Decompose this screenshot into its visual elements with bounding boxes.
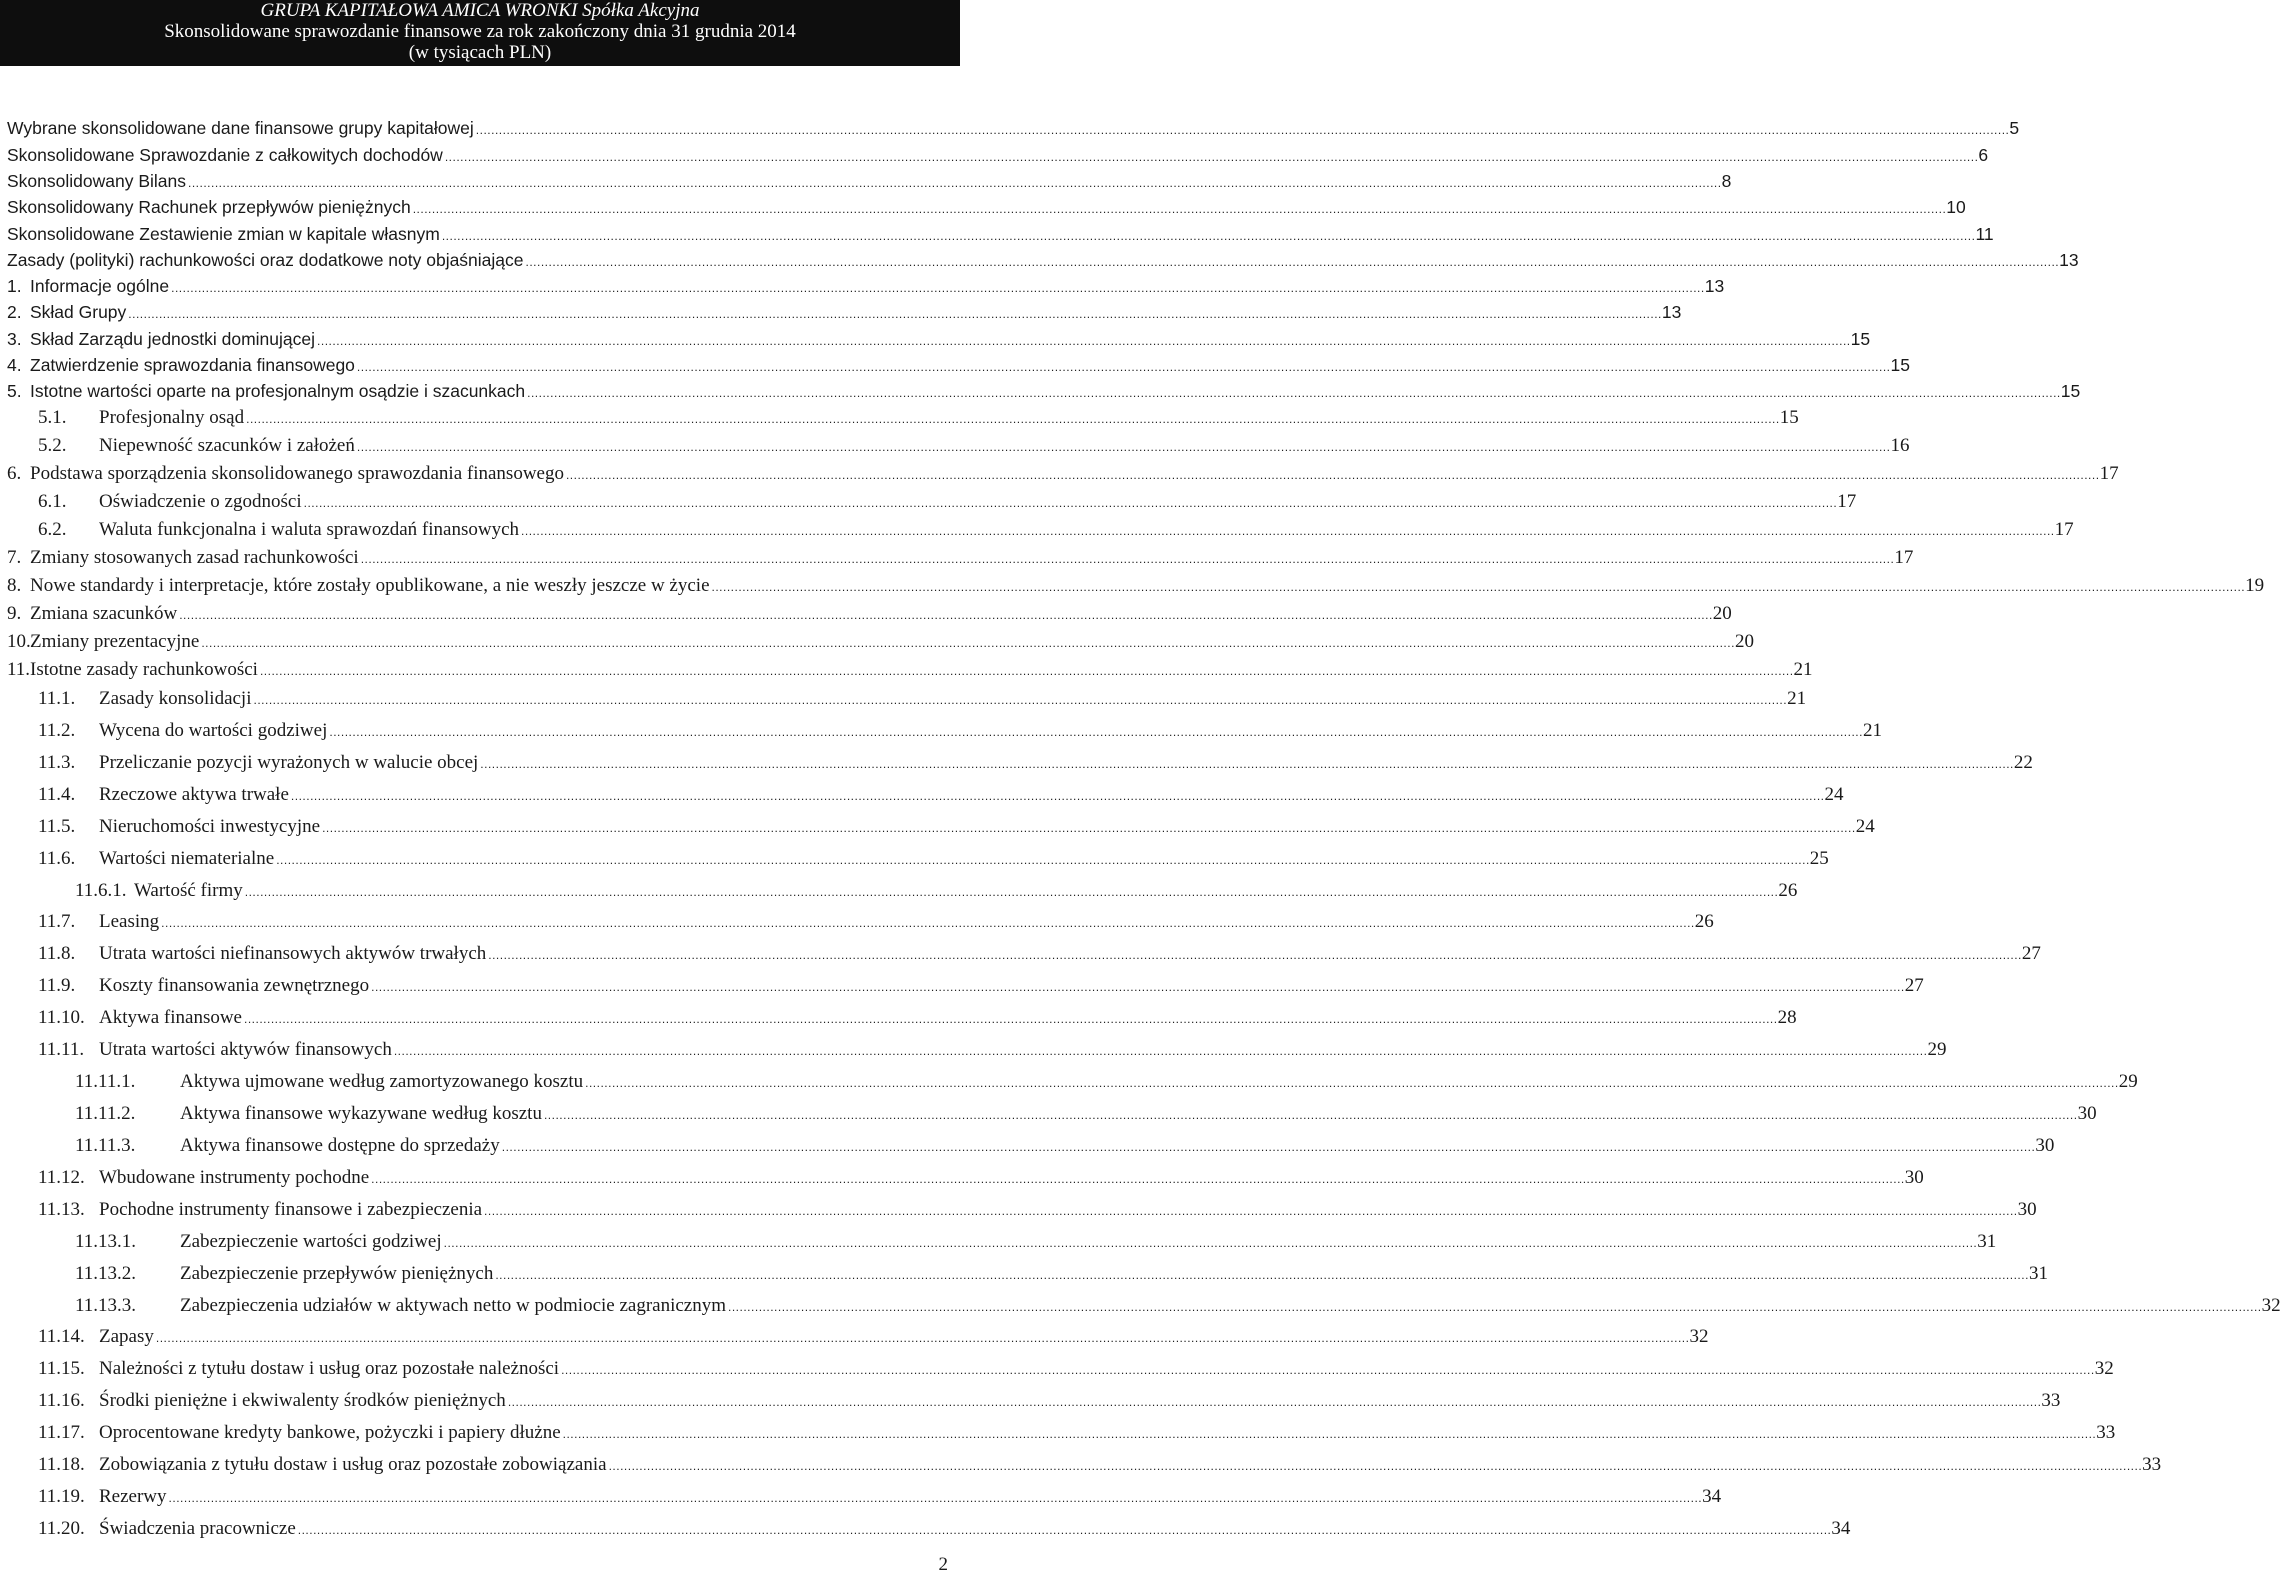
dot-leader: ................................................................................................................................................................................................................................................................................................................................................................................................................ bbox=[507, 1395, 2042, 1409]
toc-entry-title: Skonsolidowane Sprawozdanie z całkowitych dochodów bbox=[7, 145, 443, 165]
toc-entry-title: Wycena do wartości godziwej bbox=[99, 720, 328, 741]
dot-leader: ................................................................................................................................................................................................................................................................................................................................................................................................................ bbox=[179, 608, 1713, 622]
toc-entry-page: 11 bbox=[1975, 224, 1994, 244]
dot-leader: ................................................................................................................................................................................................................................................................................................................................................................................................................ bbox=[356, 360, 1891, 374]
toc-entry[interactable] bbox=[0, 224, 1994, 250]
toc-entry-title: Zobowiązania z tytułu dostaw i usług oraz pozostałe zobowiązania bbox=[99, 1454, 607, 1475]
toc-entry-title: Aktywa finansowe dostępne do sprzedaży bbox=[180, 1135, 500, 1156]
toc-entry[interactable] bbox=[0, 145, 1989, 171]
toc-entry-number: 11.10. bbox=[38, 1007, 85, 1028]
toc-entry-page: 24 bbox=[1855, 816, 1875, 837]
toc-entry[interactable] bbox=[0, 1135, 2055, 1161]
toc-entry-title: Zasady konsolidacji bbox=[99, 688, 252, 709]
dot-leader: ................................................................................................................................................................................................................................................................................................................................................................................................................ bbox=[371, 980, 1905, 994]
toc-entry-page: 33 bbox=[2096, 1422, 2116, 1443]
toc-entry-title: Skonsolidowany Bilans bbox=[7, 171, 186, 191]
dot-leader: ................................................................................................................................................................................................................................................................................................................................................................................................................ bbox=[297, 1523, 1832, 1537]
toc-entry[interactable] bbox=[0, 1007, 1797, 1033]
toc-entry[interactable] bbox=[0, 118, 2020, 144]
toc-entry[interactable] bbox=[0, 1326, 1709, 1352]
toc-entry[interactable] bbox=[0, 1358, 2114, 1384]
toc-entry[interactable] bbox=[0, 171, 1732, 197]
toc-entry-page: 31 bbox=[2028, 1263, 2048, 1284]
toc-entry-page: 31 bbox=[1977, 1231, 1997, 1252]
toc-entry[interactable] bbox=[0, 1454, 2162, 1480]
toc-entry-number: 6.2. bbox=[38, 519, 67, 540]
units-note: (w tysiącach PLN) bbox=[408, 42, 552, 63]
page-number: 2 bbox=[938, 1554, 948, 1575]
toc-entry[interactable] bbox=[0, 1103, 2097, 1129]
dot-leader: ................................................................................................................................................................................................................................................................................................................................................................................................................ bbox=[188, 176, 1722, 190]
toc-entry-title: Skład Zarządu jednostki dominującej bbox=[30, 329, 316, 349]
toc-entry-title: Pochodne instrumenty finansowe i zabezpieczenia bbox=[99, 1199, 483, 1220]
toc-entry[interactable] bbox=[0, 435, 1910, 461]
toc-entry[interactable] bbox=[0, 880, 1798, 906]
toc-entry-page: 17 bbox=[2099, 463, 2119, 484]
toc-entry[interactable] bbox=[0, 1039, 1947, 1065]
toc-entry-number: 11.1. bbox=[38, 688, 76, 709]
toc-entry-title: Zabezpieczenia udziałów w aktywach netto w podmiocie zagranicznym bbox=[180, 1295, 727, 1316]
toc-entry-page: 32 bbox=[1689, 1326, 1709, 1347]
toc-entry-page: 20 bbox=[1712, 603, 1732, 624]
dot-leader: ................................................................................................................................................................................................................................................................................................................................................................................................................ bbox=[171, 281, 1705, 295]
toc-entry[interactable] bbox=[0, 355, 1910, 381]
toc-entry[interactable] bbox=[0, 1231, 1997, 1257]
toc-entry-page: 32 bbox=[2261, 1295, 2281, 1316]
toc-entry-number: 11.6.1. bbox=[75, 880, 127, 901]
toc-entry-page: 15 bbox=[1850, 329, 1871, 349]
toc-entry-title: Zmiany stosowanych zasad rachunkowości bbox=[30, 547, 359, 568]
toc-entry-number: 7. bbox=[7, 547, 22, 568]
toc-entry[interactable] bbox=[0, 752, 2033, 778]
toc-entry-number: 11.13.1. bbox=[75, 1231, 137, 1252]
toc-entry-page: 19 bbox=[2245, 575, 2265, 596]
dot-leader: ................................................................................................................................................................................................................................................................................................................................................................................................................ bbox=[543, 1108, 2078, 1122]
dot-leader: ................................................................................................................................................................................................................................................................................................................................................................................................................ bbox=[244, 1012, 1778, 1026]
toc-entry-number: 11.11.2. bbox=[75, 1103, 136, 1124]
toc-entry[interactable] bbox=[0, 720, 1882, 746]
toc-entry-page: 10 bbox=[1946, 197, 1966, 217]
toc-entry-title: Aktywa finansowe bbox=[99, 1007, 242, 1028]
toc-entry[interactable] bbox=[0, 1199, 2037, 1225]
dot-leader: ................................................................................................................................................................................................................................................................................................................................................................................................................ bbox=[393, 1044, 1928, 1058]
toc-entry-number: 3. bbox=[7, 329, 22, 349]
toc-entry-title: Zapasy bbox=[99, 1326, 154, 1347]
toc-entry[interactable] bbox=[0, 1422, 2116, 1448]
toc-entry-number: 5.1. bbox=[38, 407, 67, 428]
toc-entry-page: 13 bbox=[1661, 302, 1682, 322]
toc-entry-page: 29 bbox=[2118, 1071, 2138, 1092]
toc-entry-title: Utrata wartości aktywów finansowych bbox=[99, 1039, 392, 1060]
toc-entry-page: 13 bbox=[1704, 276, 1725, 296]
toc-entry-title: Wybrane skonsolidowane dane finansowe grupy kapitałowej bbox=[7, 118, 474, 138]
toc-entry-number: 11.13.2. bbox=[75, 1263, 137, 1284]
toc-entry-number: 5. bbox=[7, 381, 22, 401]
toc-entry[interactable] bbox=[0, 1071, 2138, 1097]
toc-entry-number: 6. bbox=[7, 463, 22, 484]
toc-entry-number: 11.13. bbox=[38, 1199, 85, 1220]
toc-entry-page: 30 bbox=[1904, 1167, 1924, 1188]
toc-entry[interactable] bbox=[0, 848, 1829, 874]
toc-entry-number: 11.5. bbox=[38, 816, 76, 837]
toc-entry-number: 5.2. bbox=[38, 435, 67, 456]
toc-entry-page: 33 bbox=[2041, 1390, 2061, 1411]
toc-entry-title: Niepewność szacunków i założeń bbox=[99, 435, 355, 456]
toc-entry-page: 15 bbox=[2060, 381, 2081, 401]
toc-entry-title: Koszty finansowania zewnętrznego bbox=[99, 975, 370, 996]
toc-entry[interactable] bbox=[0, 1390, 2061, 1416]
toc-entry-page: 15 bbox=[1890, 355, 1910, 375]
toc-entry-number: 11.7. bbox=[38, 911, 76, 932]
toc-entry-page: 32 bbox=[2094, 1358, 2114, 1379]
dot-leader: ................................................................................................................................................................................................................................................................................................................................................................................................................ bbox=[443, 1236, 1978, 1250]
dot-leader: ................................................................................................................................................................................................................................................................................................................................................................................................................ bbox=[317, 334, 1851, 348]
toc-entry-title: Wartość firmy bbox=[134, 880, 243, 901]
toc-entry-number: 11.20. bbox=[38, 1518, 85, 1539]
toc-entry-title: Świadczenia pracownicze bbox=[99, 1518, 296, 1539]
toc-entry-title: Rezerwy bbox=[99, 1486, 167, 1507]
toc-entry-title: Wartości niematerialne bbox=[99, 848, 275, 869]
report-title: Skonsolidowane sprawozdanie finansowe za rok zakończony dnia 31 grudnia 2014 bbox=[164, 21, 796, 42]
company-name: GRUPA KAPITAŁOWA AMICA WRONKI Spółka Akcyjna bbox=[260, 0, 700, 21]
toc-entry[interactable] bbox=[0, 575, 2265, 601]
dot-leader: ................................................................................................................................................................................................................................................................................................................................................................................................................ bbox=[521, 524, 2055, 538]
dot-leader: ................................................................................................................................................................................................................................................................................................................................................................................................................ bbox=[253, 693, 1788, 707]
toc-entry-page: 30 bbox=[2077, 1103, 2097, 1124]
dot-leader: ................................................................................................................................................................................................................................................................................................................................................................................................................ bbox=[244, 885, 1779, 899]
dot-leader: ................................................................................................................................................................................................................................................................................................................................................................................................................ bbox=[371, 1172, 1905, 1186]
toc-entry[interactable] bbox=[0, 1486, 1722, 1512]
toc-entry-title: Istotne wartości oparte na profesjonalnym osądzie i szacunkach bbox=[30, 381, 526, 401]
toc-entry[interactable] bbox=[0, 688, 1807, 714]
dot-leader: ................................................................................................................................................................................................................................................................................................................................................................................................................ bbox=[128, 307, 1662, 321]
toc-entry[interactable] bbox=[0, 250, 2079, 276]
toc-entry-number: 11.11. bbox=[38, 1039, 85, 1060]
toc-entry-page: 25 bbox=[1809, 848, 1829, 869]
dot-leader: ................................................................................................................................................................................................................................................................................................................................................................................................................ bbox=[480, 757, 2014, 771]
toc-entry-title: Zasady (polityki) rachunkowości oraz dodatkowe noty objaśniające bbox=[7, 250, 524, 270]
toc-entry-title: Profesjonalny osąd bbox=[99, 407, 245, 428]
dot-leader: ................................................................................................................................................................................................................................................................................................................................................................................................................ bbox=[711, 580, 2246, 594]
toc-entry[interactable] bbox=[0, 943, 2041, 969]
toc-entry-number: 10. bbox=[7, 631, 31, 652]
dot-leader: ................................................................................................................................................................................................................................................................................................................................................................................................................ bbox=[501, 1140, 2036, 1154]
toc-entry-title: Środki pieniężne i ekwiwalenty środków pieniężnych bbox=[99, 1390, 506, 1411]
toc-entry-title: Skonsolidowany Rachunek przepływów pieniężnych bbox=[7, 197, 411, 217]
toc-entry-title: Zabezpieczenie wartości godziwej bbox=[180, 1231, 442, 1252]
toc-entry-page: 13 bbox=[2059, 250, 2079, 270]
toc-entry-page: 15 bbox=[1779, 407, 1799, 428]
toc-entry[interactable] bbox=[0, 975, 1924, 1001]
toc-entry-page: 26 bbox=[1778, 880, 1798, 901]
toc-entry-title: Rzeczowe aktywa trwałe bbox=[99, 784, 289, 805]
dot-leader: ................................................................................................................................................................................................................................................................................................................................................................................................................ bbox=[246, 412, 1780, 426]
toc-entry[interactable] bbox=[0, 463, 2119, 489]
dot-leader: ................................................................................................................................................................................................................................................................................................................................................................................................................ bbox=[161, 916, 1695, 930]
dot-leader: ................................................................................................................................................................................................................................................................................................................................................................................................................ bbox=[412, 202, 1947, 216]
dot-leader: ................................................................................................................................................................................................................................................................................................................................................................................................................ bbox=[444, 150, 1979, 164]
dot-leader: ................................................................................................................................................................................................................................................................................................................................................................................................................ bbox=[562, 1427, 2097, 1441]
dot-leader: ................................................................................................................................................................................................................................................................................................................................................................................................................ bbox=[488, 948, 2022, 962]
toc-entry-title: Zmiana szacunków bbox=[30, 603, 178, 624]
toc-entry-number: 11.14. bbox=[38, 1326, 85, 1347]
toc-entry-page: 27 bbox=[2021, 943, 2041, 964]
toc-entry[interactable] bbox=[0, 329, 1871, 355]
dot-leader: ................................................................................................................................................................................................................................................................................................................................................................................................................ bbox=[322, 821, 1856, 835]
toc-entry[interactable] bbox=[0, 784, 1844, 810]
toc-entry-page: 21 bbox=[1862, 720, 1882, 741]
toc-entry-title: Zmiany prezentacyjne bbox=[30, 631, 200, 652]
toc-entry[interactable] bbox=[0, 631, 1754, 657]
toc-entry-page: 6 bbox=[1978, 145, 1989, 165]
toc-entry-page: 27 bbox=[1904, 975, 1924, 996]
toc-entry[interactable] bbox=[0, 1167, 1924, 1193]
dot-leader: ................................................................................................................................................................................................................................................................................................................................................................................................................ bbox=[155, 1331, 1690, 1345]
dot-leader: ................................................................................................................................................................................................................................................................................................................................................................................................................ bbox=[290, 789, 1825, 803]
toc-entry-number: 11.8. bbox=[38, 943, 76, 964]
toc-entry[interactable] bbox=[0, 1518, 1851, 1544]
toc-entry-page: 8 bbox=[1721, 171, 1732, 191]
toc-entry[interactable] bbox=[0, 659, 1813, 685]
toc-entry-title: Aktywa finansowe wykazywane według kosztu bbox=[180, 1103, 542, 1124]
toc-entry-number: 11.17. bbox=[38, 1422, 85, 1443]
dot-leader: ................................................................................................................................................................................................................................................................................................................................................................................................................ bbox=[441, 229, 1976, 243]
dot-leader: ................................................................................................................................................................................................................................................................................................................................................................................................................ bbox=[303, 496, 1838, 510]
toc-entry-page: 21 bbox=[1787, 688, 1807, 709]
dot-leader: ................................................................................................................................................................................................................................................................................................................................................................................................................ bbox=[329, 725, 1863, 739]
dot-leader: ................................................................................................................................................................................................................................................................................................................................................................................................................ bbox=[168, 1491, 1703, 1505]
toc-entry-page: 33 bbox=[2142, 1454, 2162, 1475]
dot-leader: ................................................................................................................................................................................................................................................................................................................................................................................................................ bbox=[360, 552, 1895, 566]
dot-leader: ................................................................................................................................................................................................................................................................................................................................................................................................................ bbox=[276, 853, 1810, 867]
toc-entry[interactable] bbox=[0, 816, 1875, 842]
toc-entry[interactable] bbox=[0, 1295, 2281, 1321]
toc-entry[interactable] bbox=[0, 302, 1682, 328]
toc-entry-number: 11.13.3. bbox=[75, 1295, 137, 1316]
toc-entry-page: 34 bbox=[1831, 1518, 1851, 1539]
dot-leader: ................................................................................................................................................................................................................................................................................................................................................................................................................ bbox=[728, 1300, 2262, 1314]
toc-entry-title: Przeliczanie pozycji wyrażonych w walucie obcej bbox=[99, 752, 479, 773]
toc-entry-page: 29 bbox=[1927, 1039, 1947, 1060]
toc-entry[interactable] bbox=[0, 911, 1714, 937]
toc-entry-number: 8. bbox=[7, 575, 22, 596]
toc-entry-title: Istotne zasady rachunkowości bbox=[30, 659, 258, 680]
toc-entry-page: 28 bbox=[1777, 1007, 1797, 1028]
toc-entry-title: Oprocentowane kredyty bankowe, pożyczki i papiery dłużne bbox=[99, 1422, 561, 1443]
toc-entry-page: 34 bbox=[1702, 1486, 1722, 1507]
toc-entry-number: 11.2. bbox=[38, 720, 76, 741]
dot-leader: ................................................................................................................................................................................................................................................................................................................................................................................................................ bbox=[475, 123, 2010, 137]
toc-entry-title: Podstawa sporządzenia skonsolidowanego sprawozdania finansowego bbox=[30, 463, 564, 484]
toc-entry-number: 11.18. bbox=[38, 1454, 85, 1475]
toc-entry-number: 11.9. bbox=[38, 975, 76, 996]
toc-entry[interactable] bbox=[0, 1263, 2048, 1289]
toc-entry-number: 11.11.1. bbox=[75, 1071, 136, 1092]
toc-entry-number: 11.15. bbox=[38, 1358, 85, 1379]
toc-entry-number: 11.6. bbox=[38, 848, 76, 869]
toc-entry-number: 11. bbox=[7, 659, 31, 680]
toc-entry[interactable] bbox=[0, 547, 1914, 573]
toc-entry-number: 2. bbox=[7, 302, 22, 322]
toc-entry-title: Nieruchomości inwestycyjne bbox=[99, 816, 321, 837]
dot-leader: ................................................................................................................................................................................................................................................................................................................................................................................................................ bbox=[585, 1076, 2119, 1090]
toc-entry[interactable] bbox=[0, 407, 1799, 433]
toc-entry-title: Waluta funkcjonalna i waluta sprawozdań finansowych bbox=[99, 519, 520, 540]
toc-entry-title: Aktywa ujmowane według zamortyzowanego kosztu bbox=[180, 1071, 584, 1092]
dot-leader: ................................................................................................................................................................................................................................................................................................................................................................................................................ bbox=[525, 255, 2060, 269]
dot-leader: ................................................................................................................................................................................................................................................................................................................................................................................................................ bbox=[484, 1204, 2018, 1218]
toc-entry-title: Utrata wartości niefinansowych aktywów trwałych bbox=[99, 943, 487, 964]
toc-entry[interactable] bbox=[0, 603, 1732, 629]
toc-entry-title: Oświadczenie o zgodności bbox=[99, 491, 302, 512]
dot-leader: ................................................................................................................................................................................................................................................................................................................................................................................................................ bbox=[561, 1363, 2095, 1377]
dot-leader: ................................................................................................................................................................................................................................................................................................................................................................................................................ bbox=[201, 636, 1735, 650]
dot-leader: ................................................................................................................................................................................................................................................................................................................................................................................................................ bbox=[356, 440, 1891, 454]
toc-entry[interactable] bbox=[0, 381, 2081, 407]
toc-entry-page: 26 bbox=[1694, 911, 1714, 932]
toc-entry-title: Leasing bbox=[99, 911, 160, 932]
toc-entry-page: 22 bbox=[2013, 752, 2033, 773]
toc-entry-page: 30 bbox=[2017, 1199, 2037, 1220]
toc-entry-number: 6.1. bbox=[38, 491, 67, 512]
toc-entry-page: 17 bbox=[1837, 491, 1857, 512]
toc-entry-number: 11.12. bbox=[38, 1167, 85, 1188]
dot-leader: ................................................................................................................................................................................................................................................................................................................................................................................................................ bbox=[565, 468, 2100, 482]
toc-entry[interactable] bbox=[0, 491, 1857, 517]
toc-entry-number: 4. bbox=[7, 355, 22, 375]
toc-entry-title: Zatwierdzenie sprawozdania finansowego bbox=[30, 355, 355, 375]
toc-entry-number: 11.4. bbox=[38, 784, 76, 805]
toc-entry-title: Informacje ogólne bbox=[30, 276, 170, 296]
toc-entry-number: 1. bbox=[7, 276, 22, 296]
toc-entry-number: 9. bbox=[7, 603, 22, 624]
toc-entry-page: 5 bbox=[2009, 118, 2020, 138]
toc-entry-page: 17 bbox=[1894, 547, 1914, 568]
toc-entry-title: Skonsolidowane Zestawienie zmian w kapitale własnym bbox=[7, 224, 440, 244]
toc-entry-page: 21 bbox=[1793, 659, 1813, 680]
toc-entry-page: 24 bbox=[1824, 784, 1844, 805]
toc-entry-page: 16 bbox=[1890, 435, 1910, 456]
toc-entry[interactable] bbox=[0, 276, 1725, 302]
toc-entry[interactable] bbox=[0, 197, 1966, 223]
document-header bbox=[0, 0, 960, 66]
toc-entry-title: Skład Grupy bbox=[30, 302, 127, 322]
toc-entry-title: Zabezpieczenie przepływów pieniężnych bbox=[180, 1263, 494, 1284]
toc-entry-number: 11.16. bbox=[38, 1390, 85, 1411]
dot-leader: ................................................................................................................................................................................................................................................................................................................................................................................................................ bbox=[527, 386, 2061, 400]
toc-entry-number: 11.19. bbox=[38, 1486, 85, 1507]
toc-entry-number: 11.11.3. bbox=[75, 1135, 136, 1156]
toc-entry-page: 17 bbox=[2054, 519, 2074, 540]
dot-leader: ................................................................................................................................................................................................................................................................................................................................................................................................................ bbox=[259, 664, 1794, 678]
toc-entry-title: Należności z tytułu dostaw i usług oraz pozostałe należności bbox=[99, 1358, 560, 1379]
toc-entry[interactable] bbox=[0, 519, 2074, 545]
toc-entry-page: 20 bbox=[1734, 631, 1754, 652]
toc-entry-title: Nowe standardy i interpretacje, które zostały opublikowane, a nie weszły jeszcze w życie bbox=[30, 575, 710, 596]
toc-entry-title: Wbudowane instrumenty pochodne bbox=[99, 1167, 370, 1188]
dot-leader: ................................................................................................................................................................................................................................................................................................................................................................................................................ bbox=[608, 1459, 2143, 1473]
dot-leader: ................................................................................................................................................................................................................................................................................................................................................................................................................ bbox=[495, 1268, 2029, 1282]
toc-entry-number: 11.3. bbox=[38, 752, 76, 773]
toc-entry-page: 30 bbox=[2035, 1135, 2055, 1156]
